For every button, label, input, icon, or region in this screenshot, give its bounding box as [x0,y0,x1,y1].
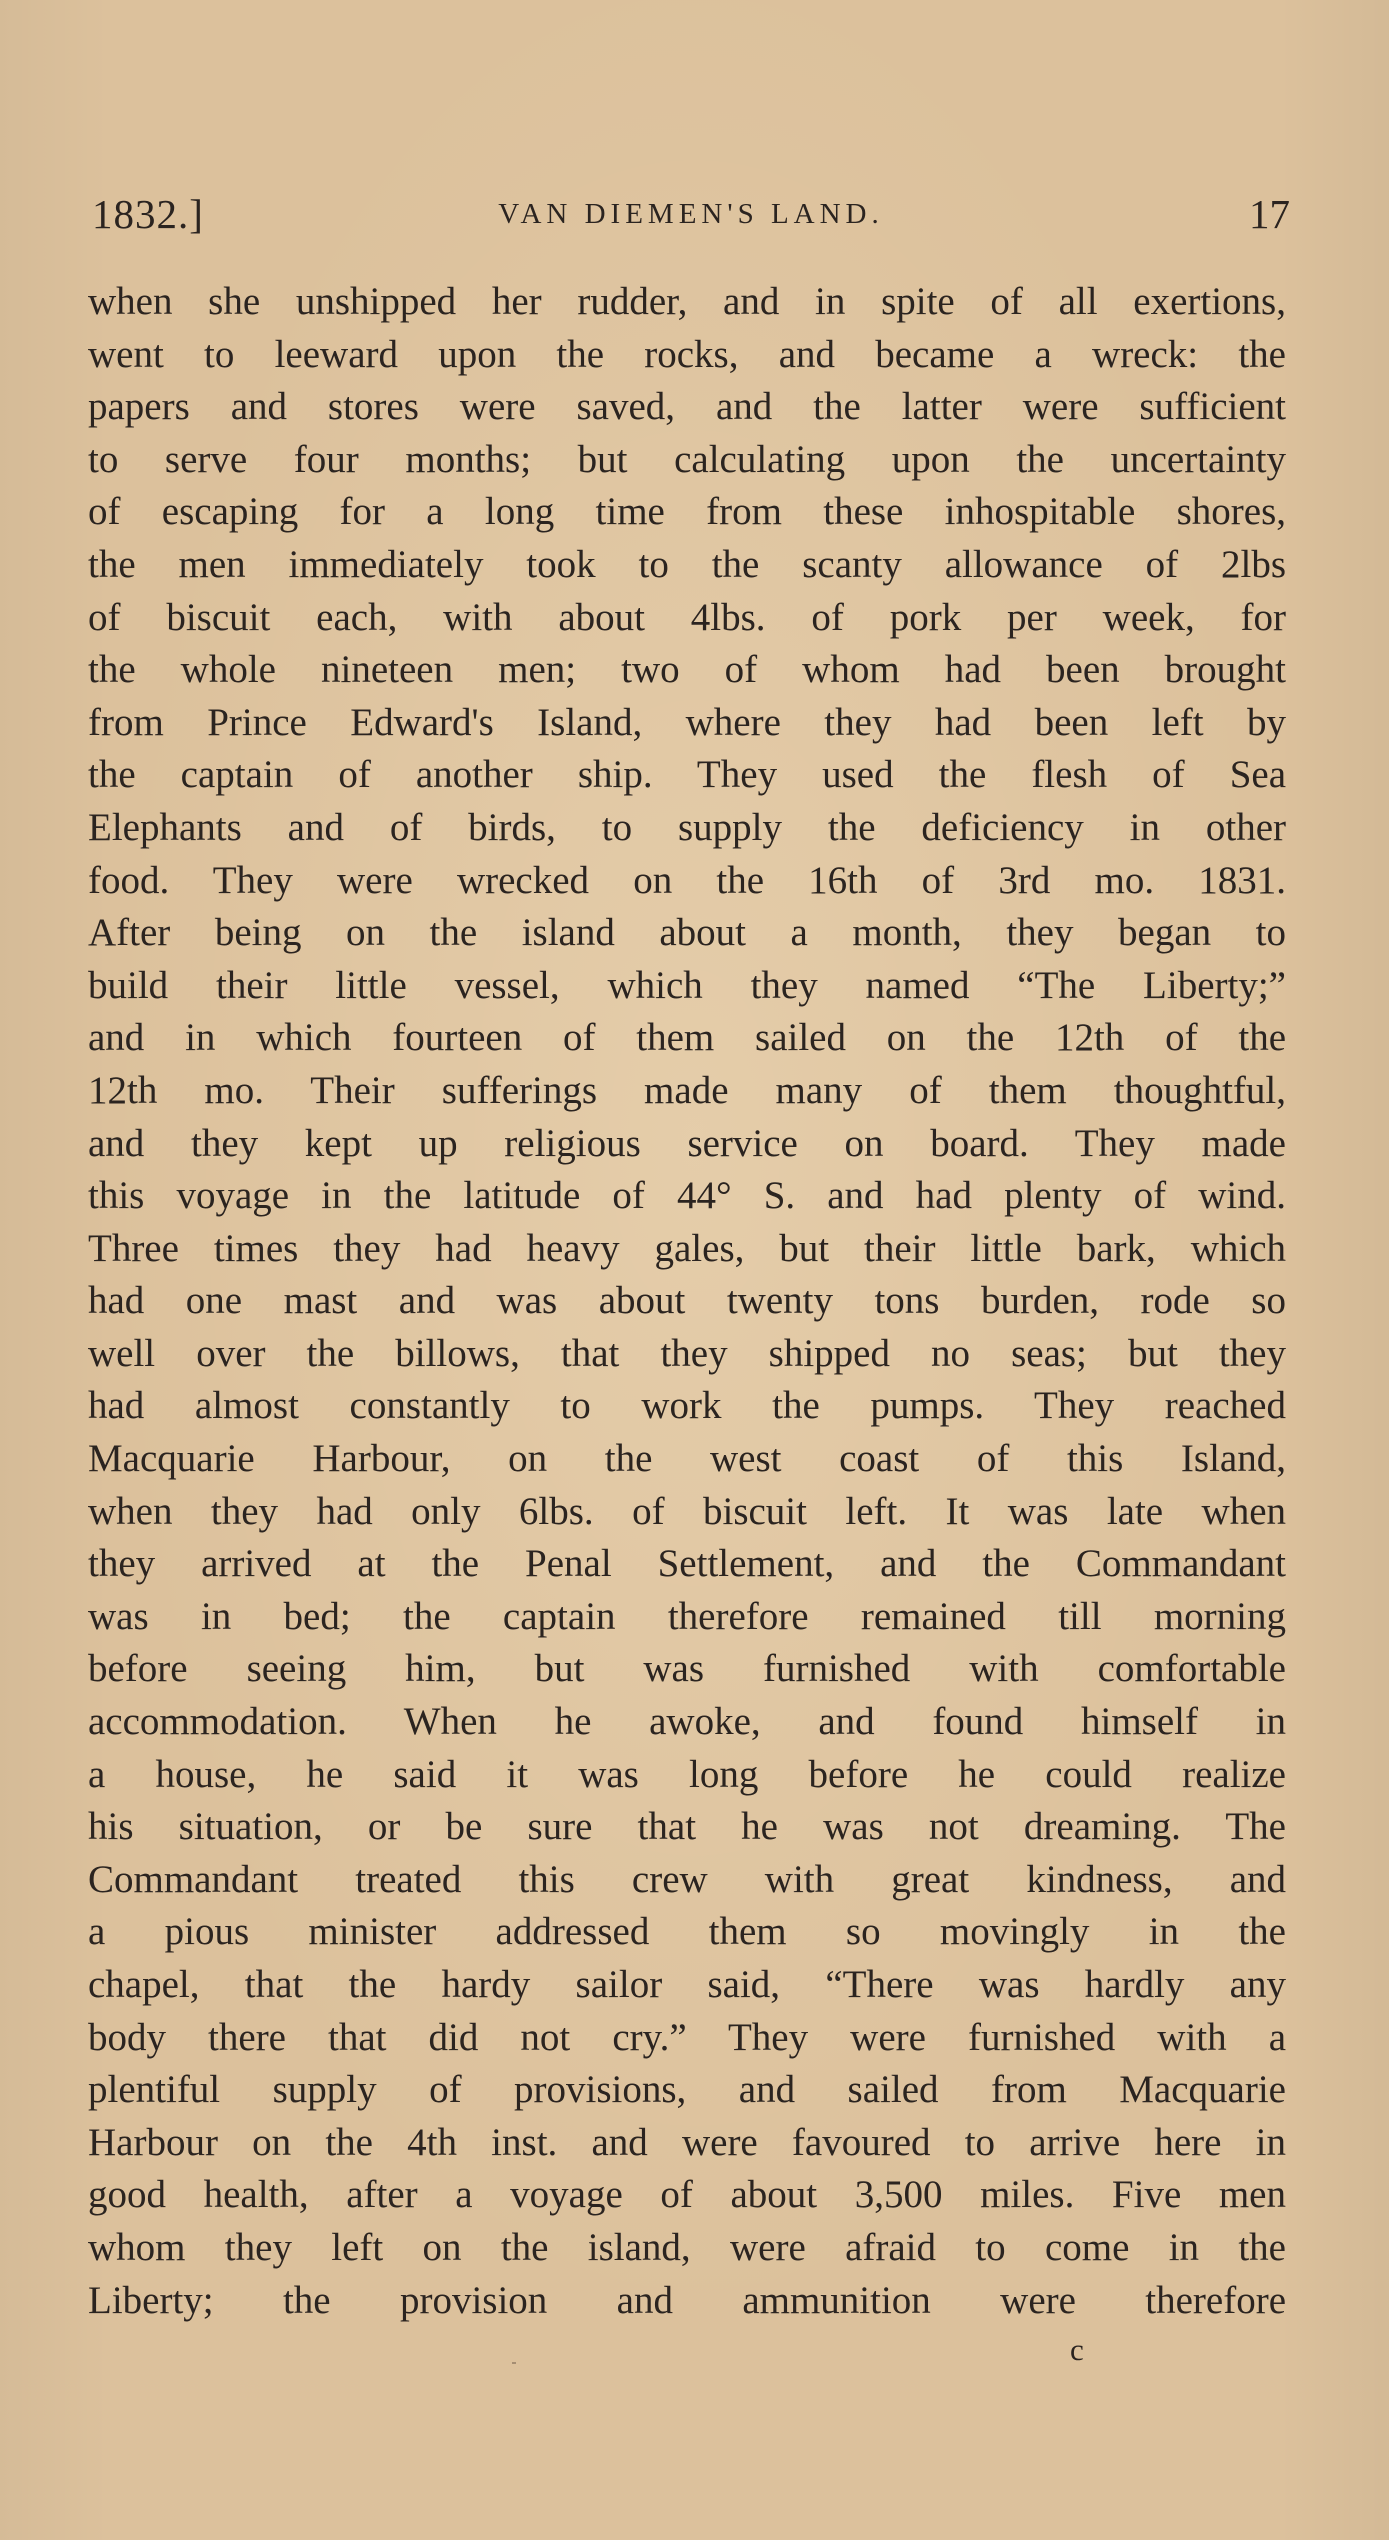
text-line: build their little vessel, which they named “The Liberty;” [88,963,1286,1007]
text-line: when she unshipped her rudder, and in spite of all exertions, [88,280,1286,323]
text-line: from Prince Edward's Island, where they had been left by [88,700,1286,744]
text-line: before seeing him, but was furnished with comfortable [88,1647,1286,1691]
text-line: went to leeward upon the rocks, and became a wreck: the [88,332,1286,376]
text-line: they arrived at the Penal Settlement, and the Commandant [88,1542,1286,1586]
body-text [88,276,1286,2327]
text-line: good health, after a voyage of about 3,500 miles. Five men [88,2173,1286,2217]
text-line: had almost constantly to work the pumps. They reached [88,1384,1286,1428]
text-line: was in bed; the captain therefore remained till morning [88,1594,1286,1638]
text-line: After being on the island about a month, they began to [88,911,1286,955]
page-number: 17 [1249,191,1290,237]
text-line: his situation, or be sure that he was not dreaming. The [88,1805,1286,1849]
text-line: when they had only 6lbs. of biscuit left. It was late when [88,1489,1286,1533]
text-line: to serve four months; but calculating upon the uncertainty [88,437,1286,481]
text-line: Elephants and of birds, to supply the deficiency in other [88,805,1286,849]
header-title: VAN DIEMEN'S LAND. [498,198,884,230]
text-line: of biscuit each, with about 4lbs. of pork per week, for [88,595,1286,639]
text-line: Three times they had heavy gales, but their little bark, which [88,1226,1286,1270]
text-line: accommodation. When he awoke, and found himself in [88,1700,1286,1744]
text-line: Macquarie Harbour, on the west coast of this Island, [88,1437,1286,1481]
text-line: chapel, that the hardy sailor said, “There was hardly any [88,1963,1286,2006]
text-line: food. They were wrecked on the 16th of 3rd mo. 1831. [88,858,1286,902]
text-line: Harbour on the 4th inst. and were favoured to arrive here in [88,2120,1286,2164]
header-year: 1832.] [92,191,204,237]
text-line: papers and stores were saved, and the latter were sufficient [88,385,1286,429]
text-line: the whole nineteen men; two of whom had been brought [88,648,1286,692]
text-line: whom they left on the island, were afraid to come in the [88,2225,1286,2269]
text-line: body there that did not cry.” They were furnished with a [88,2015,1286,2059]
text-line: this voyage in the latitude of 44° S. and had plenty of wind. [88,1174,1286,1218]
text-line: and they kept up religious service on board. They made [88,1121,1286,1165]
text-line: a house, he said it was long before he could realize [88,1752,1286,1796]
text-line: a pious minister addressed them so movingly in the [88,1910,1286,1954]
text-line: well over the billows, that they shipped no seas; but they [88,1331,1286,1375]
text-line: had one mast and was about twenty tons burden, rode so [88,1279,1286,1323]
text-line: and in which fourteen of them sailed on the 12th of the [88,1016,1286,1060]
text-line: the captain of another ship. They used the flesh of Sea [88,753,1286,797]
text-line: Liberty; the provision and ammunition were therefore [88,2278,1286,2322]
text-line: plentiful supply of provisions, and sailed from Macquarie [88,2068,1286,2112]
text-line: 12th mo. Their sufferings made many of them thoughtful, [88,1068,1286,1112]
text-line: the men immediately took to the scanty allowance of 2lbs [88,542,1286,586]
paper-speck [512,2362,516,2364]
running-header [92,190,1290,250]
signature-mark: c [1070,2332,1084,2367]
text-line: Commandant treated this crew with great kindness, and [88,1857,1286,1901]
text-line: of escaping for a long time from these inhospitable shores, [88,490,1286,534]
